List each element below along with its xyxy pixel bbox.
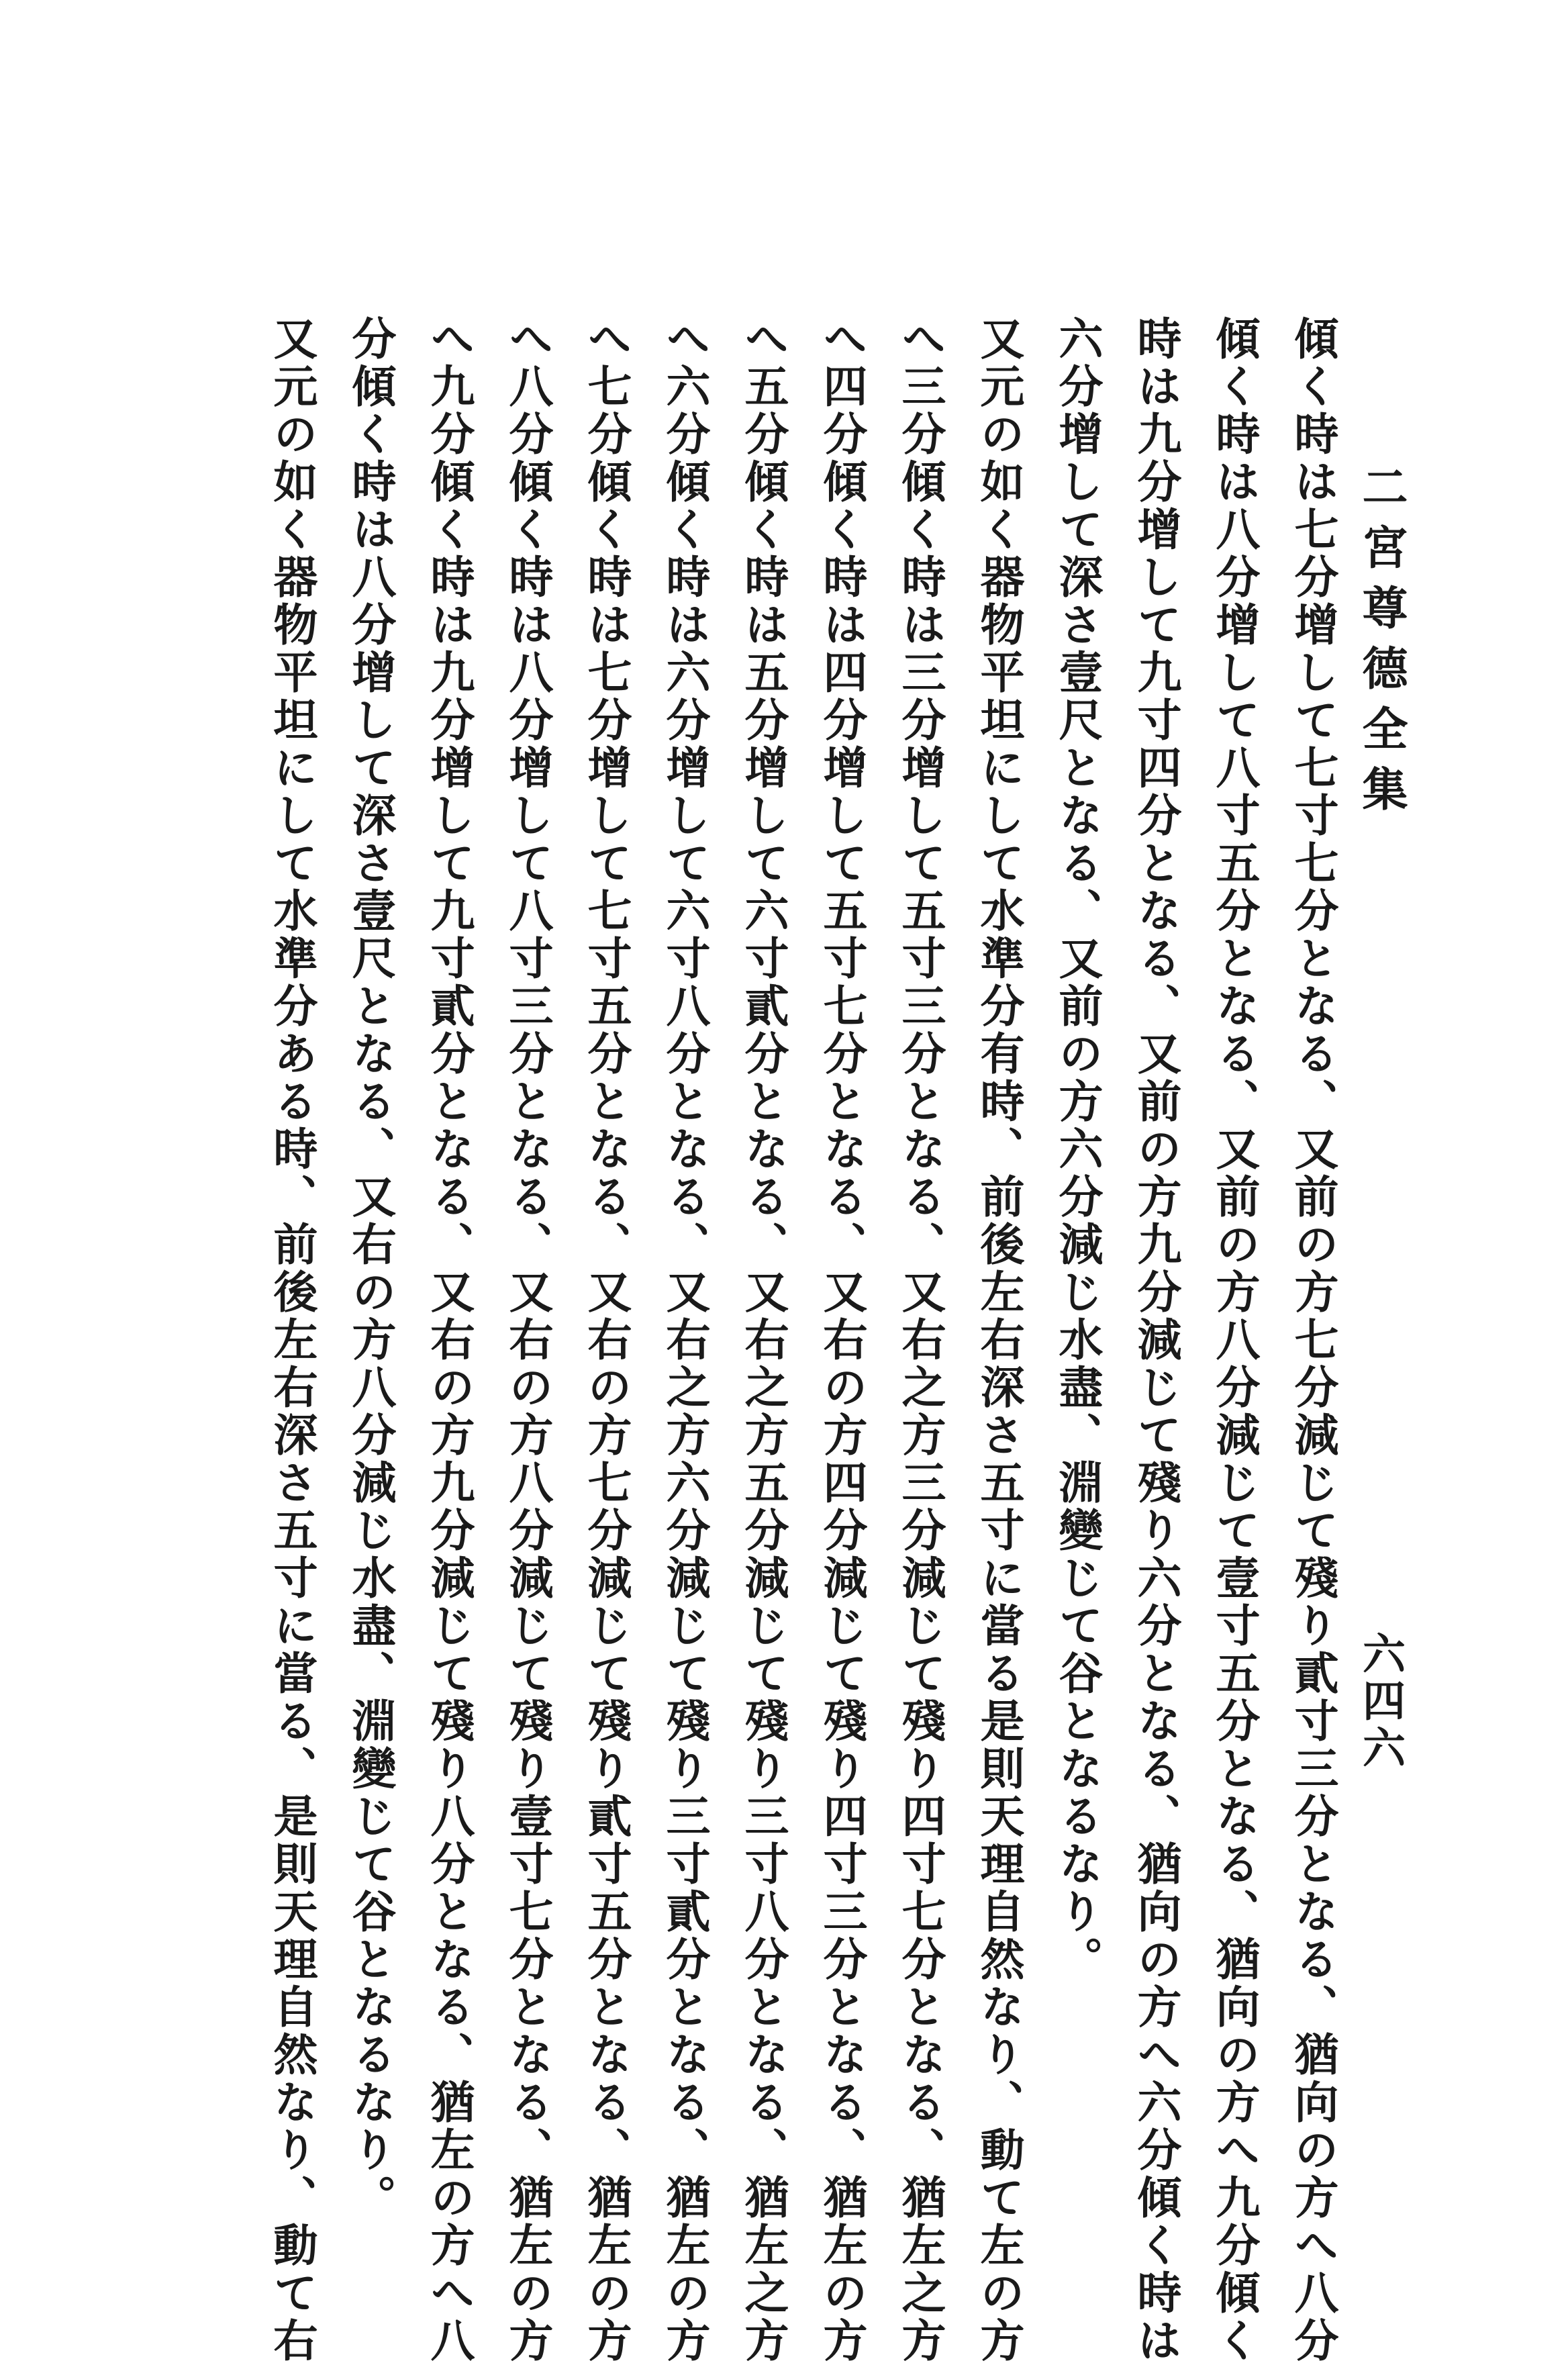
body-text <box>237 316 1339 2365</box>
text-column: へ五分傾く時は五分增して六寸貳分となる、又右之方五分減じて殘り三寸八分となる、猶左之方 <box>737 316 789 2365</box>
text-column: 時は九分增して九寸四分となる、又前の方九分減じて殘り六分となる、猶向の方へ六分傾く時は <box>1130 316 1182 2365</box>
text-column: 六分增して深さ壹尺となる、又前の方六分減じ水盡、淵變じて谷となるなり。 <box>1051 316 1104 1984</box>
text-column: 又元の如く器物平坦にして水準分ある時、前後左右深さ五寸に當る、是則天理自然なり、動て右 <box>266 316 318 2365</box>
text-column: 傾く時は七分增して七寸七分となる、又前の方七分減じて殘り貳寸三分となる、猶向の方へ八分 <box>1287 316 1339 2365</box>
text-column: 又元の如く器物平坦にして水準分有時、前後左右深さ五寸に當る是則天理自然なり、動て左の方 <box>973 316 1025 2365</box>
text-column: へ四分傾く時は四分增して五寸七分となる、又右の方四分減じて殘り四寸三分となる、猶左の方 <box>816 316 868 2365</box>
text-column: へ三分傾く時は三分增して五寸三分となる、又右之方三分減じて殘り四寸七分となる、猶左之方 <box>894 316 946 2365</box>
running-title: 二宮尊德全集 <box>1355 463 1408 826</box>
text-column: 傾く時は八分增して八寸五分となる、又前の方八分減じて壹寸五分となる、猶向の方へ九分傾く <box>1208 316 1261 2365</box>
text-column: へ七分傾く時は七分增して七寸五分となる、又右の方七分減じて殘り貳寸五分となる、猶左の方 <box>580 316 632 2365</box>
text-column: へ六分傾く時は六分增して六寸八分となる、又右之方六分減じて殘り三寸貳分となる、猶左の方 <box>658 316 711 2365</box>
page-number: 六四六 <box>1355 1631 1406 1772</box>
text-column: 分傾く時は八分增して深さ壹尺となる、又右の方八分減じ水盡、淵變じて谷となるなり。 <box>344 316 397 2222</box>
text-column: へ九分傾く時は九分增して九寸貳分となる、又右の方九分減じて殘り八分となる、猶左の方へ八 <box>423 316 475 2365</box>
text-column: へ八分傾く時は八分增して八寸三分となる、又右の方八分減じて殘り壹寸七分となる、猶左の方 <box>501 316 554 2365</box>
